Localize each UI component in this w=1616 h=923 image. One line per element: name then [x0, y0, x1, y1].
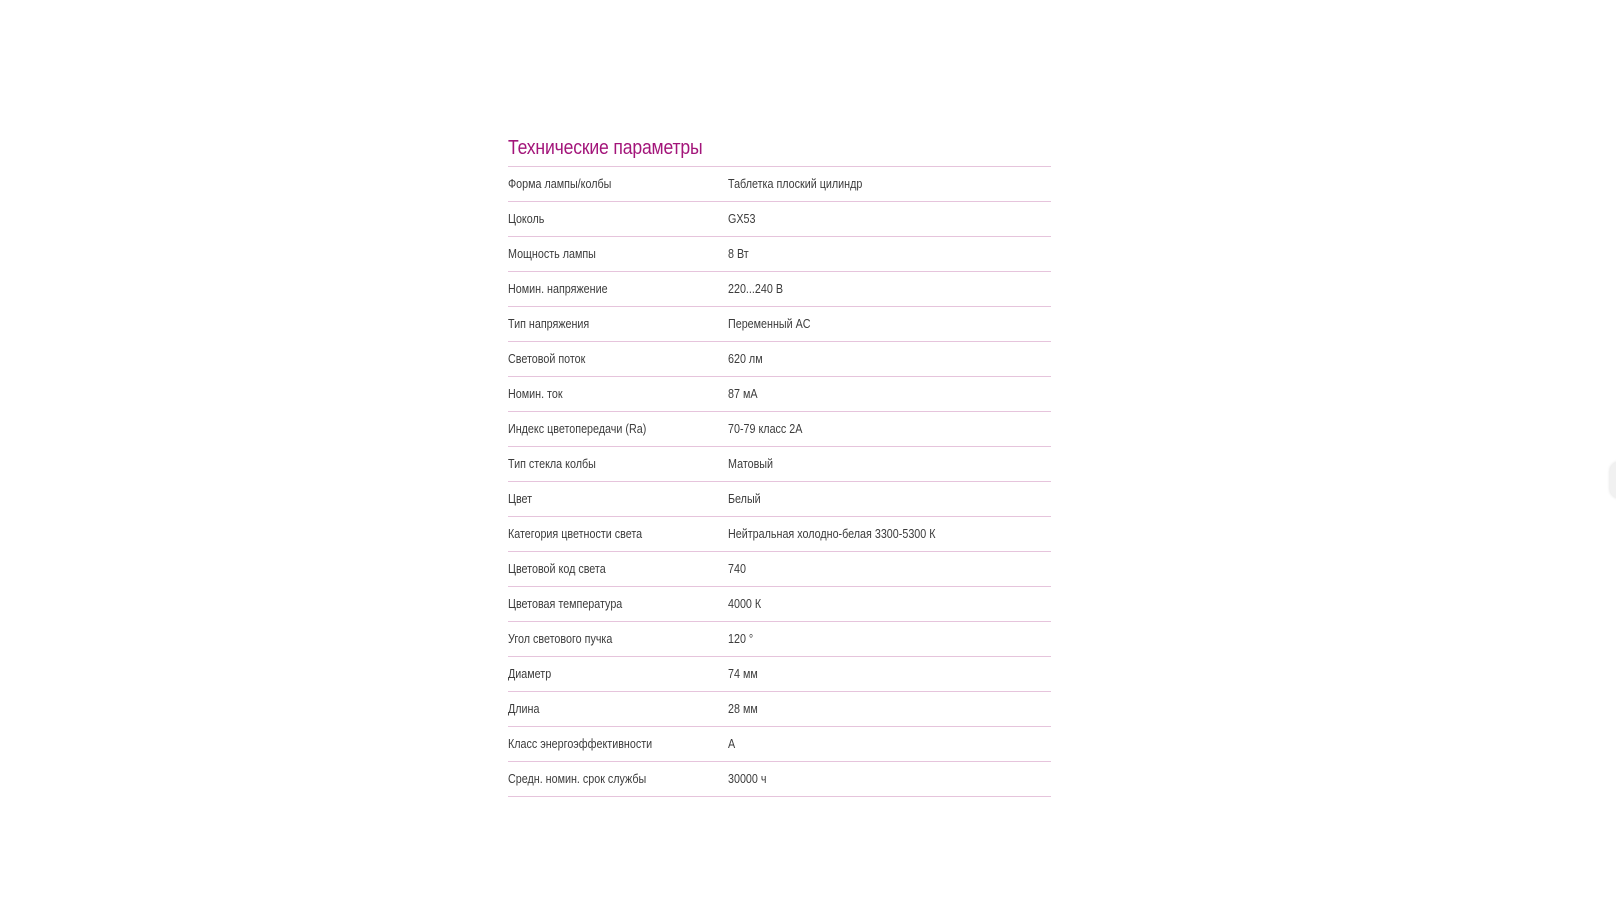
table-row	[508, 237, 1051, 272]
table-row	[508, 272, 1051, 307]
spec-label: Тип стекла колбы	[508, 447, 728, 482]
table-row	[508, 447, 1051, 482]
table-row	[508, 307, 1051, 342]
spec-label: Номин. напряжение	[508, 272, 728, 307]
table-row	[508, 657, 1051, 692]
spec-label: Средн. номин. срок службы	[508, 762, 728, 797]
spec-label: Световой поток	[508, 342, 728, 377]
spec-label: Цветовая температура	[508, 587, 728, 622]
spec-value: 8 Вт	[728, 237, 1051, 272]
table-row	[508, 692, 1051, 727]
spec-value: 620 лм	[728, 342, 1051, 377]
specs-title: Технические параметры	[508, 137, 703, 159]
spec-value: 740	[728, 552, 1051, 587]
spec-value: 74 мм	[728, 657, 1051, 692]
spec-label: Длина	[508, 692, 728, 727]
table-row	[508, 377, 1051, 412]
technical-specs-section	[508, 136, 1051, 797]
spec-label: Цветовой код света	[508, 552, 728, 587]
table-row	[508, 587, 1051, 622]
table-row	[508, 202, 1051, 237]
spec-label: Диаметр	[508, 657, 728, 692]
table-row	[508, 167, 1051, 202]
spec-label: Цвет	[508, 482, 728, 517]
spec-label: Цоколь	[508, 202, 728, 237]
spec-label: Индекс цветопередачи (Ra)	[508, 412, 728, 447]
spec-value: Матовый	[728, 447, 1051, 482]
spec-value: Белый	[728, 482, 1051, 517]
spec-value: 70-79 класс 2А	[728, 412, 1051, 447]
spec-label: Угол светового пучка	[508, 622, 728, 657]
spec-value: Нейтральная холодно-белая 3300-5300 К	[728, 517, 1051, 552]
spec-value: 120 °	[728, 622, 1051, 657]
table-row	[508, 552, 1051, 587]
spec-value: 87 мА	[728, 377, 1051, 412]
specs-table	[508, 166, 1051, 797]
spec-label: Категория цветности света	[508, 517, 728, 552]
spec-value: 220...240 В	[728, 272, 1051, 307]
spec-value: Переменный AC	[728, 307, 1051, 342]
table-row	[508, 622, 1051, 657]
side-scroll-handle[interactable]	[1610, 462, 1616, 498]
table-row	[508, 482, 1051, 517]
spec-label: Номин. ток	[508, 377, 728, 412]
spec-label: Мощность лампы	[508, 237, 728, 272]
spec-label: Тип напряжения	[508, 307, 728, 342]
spec-value: 28 мм	[728, 692, 1051, 727]
table-row	[508, 412, 1051, 447]
spec-value: GX53	[728, 202, 1051, 237]
table-row	[508, 762, 1051, 797]
spec-value: A	[728, 727, 1051, 762]
spec-value: 30000 ч	[728, 762, 1051, 797]
spec-value: Таблетка плоский цилиндр	[728, 167, 1051, 202]
spec-value: 4000 К	[728, 587, 1051, 622]
table-row	[508, 517, 1051, 552]
spec-label: Класс энергоэффективности	[508, 727, 728, 762]
specs-table-body	[508, 167, 1051, 797]
table-row	[508, 342, 1051, 377]
spec-label: Форма лампы/колбы	[508, 167, 728, 202]
table-row	[508, 727, 1051, 762]
